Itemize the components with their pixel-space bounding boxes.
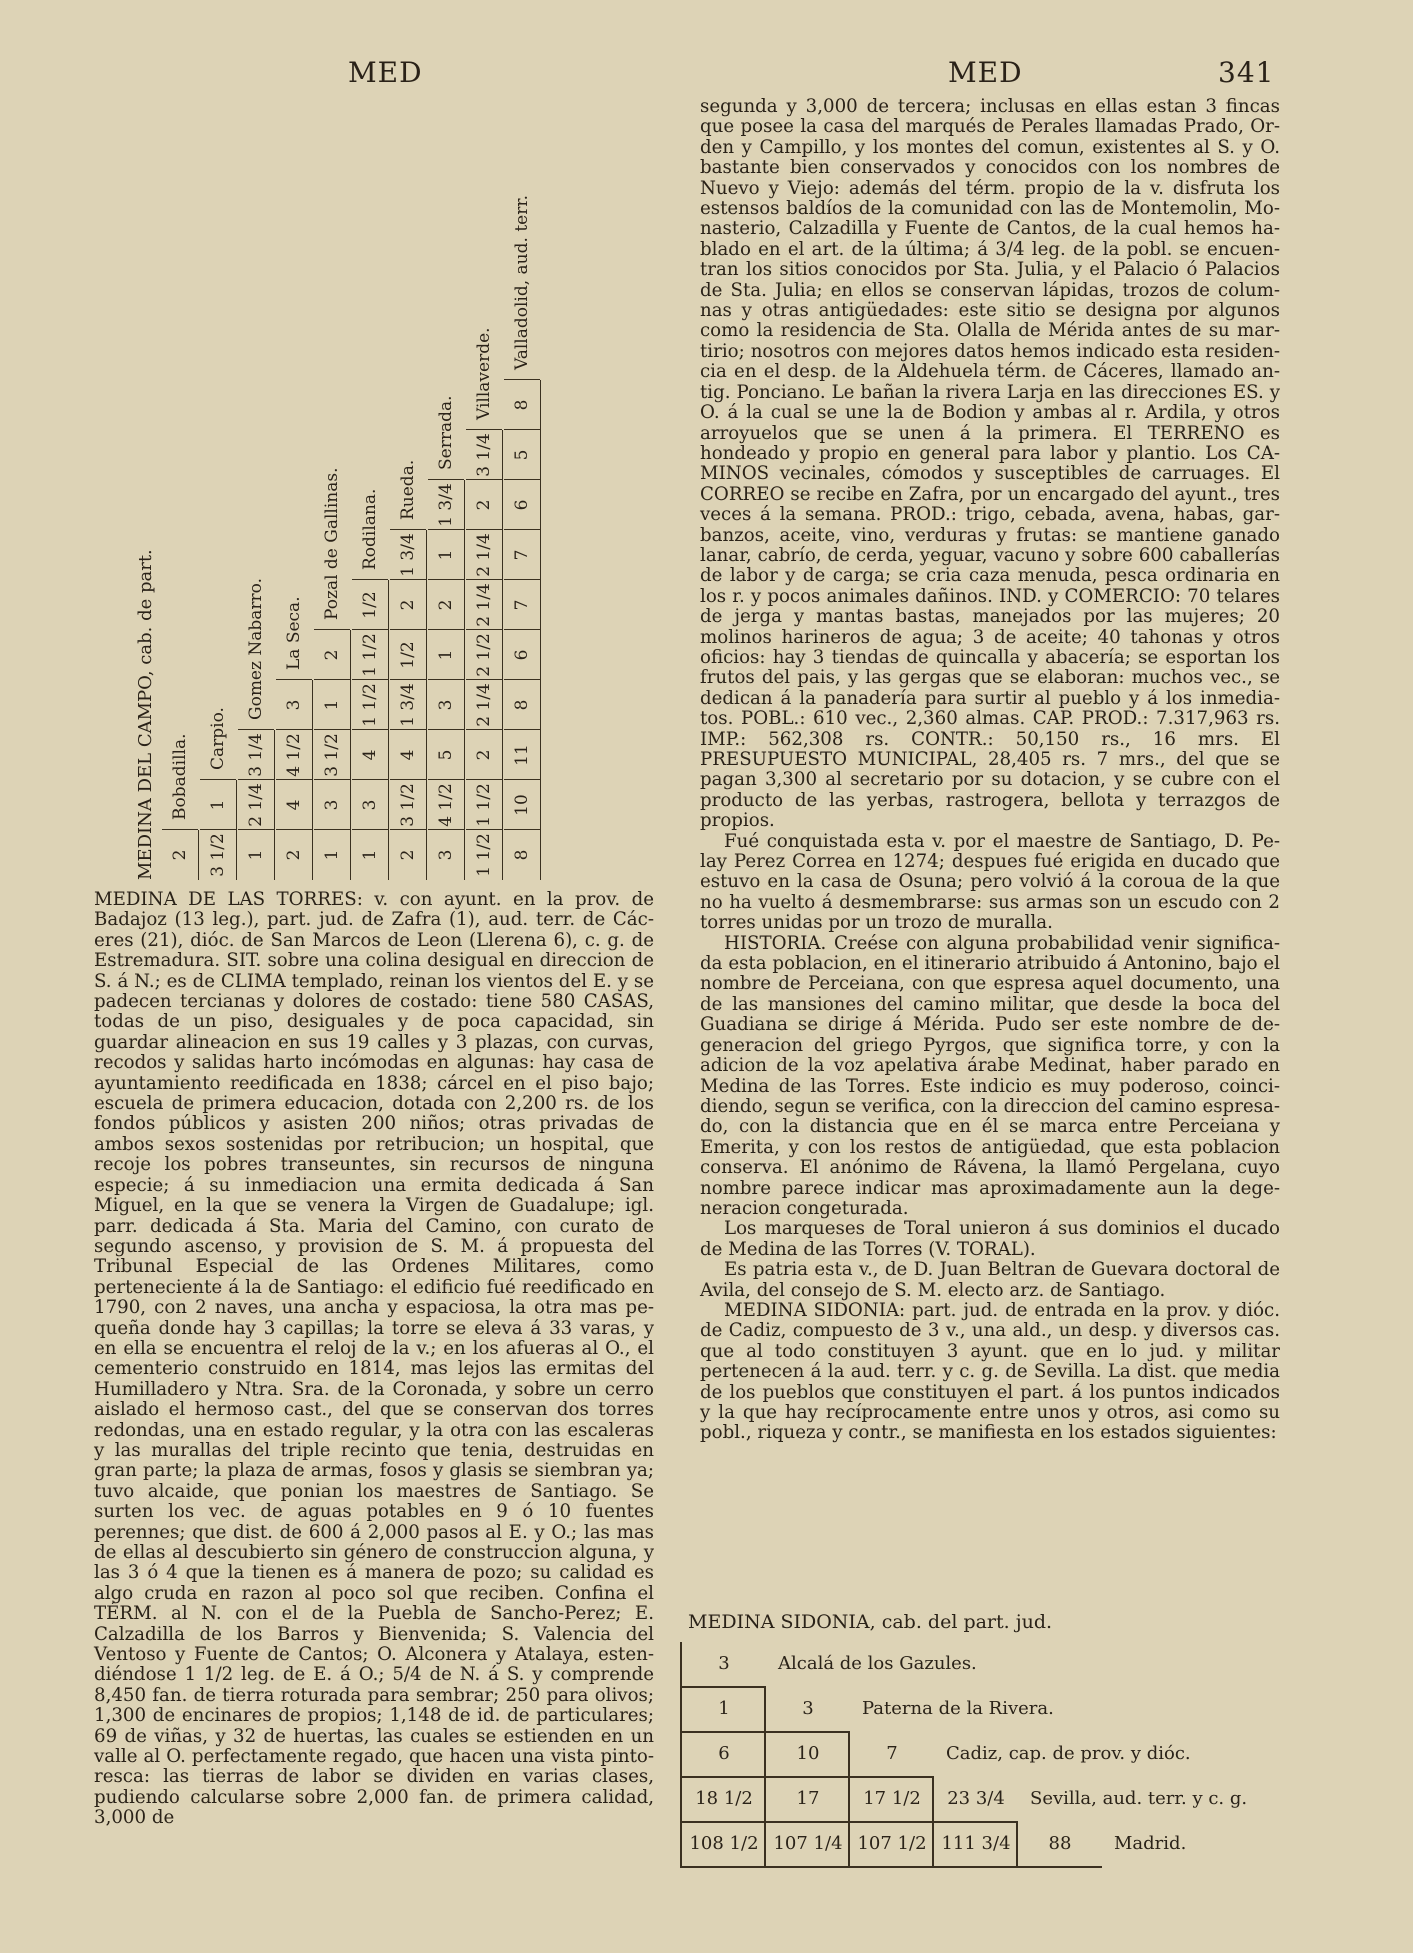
- medina-sidonia-cell: 107 1/4: [764, 1822, 850, 1868]
- rotated-table-cell: 1 3/4: [428, 479, 464, 530]
- paragraph: Los marqueses de Toral unieron á sus dominios el ducado de Medina de las Torres (V. TORAL).: [700, 1218, 1280, 1260]
- medina-sidonia-cell: 17: [764, 1777, 850, 1823]
- rotated-table-place-name: Carpio.: [208, 707, 228, 770]
- medina-sidonia-place-name: Alcalá de los Gazules.: [778, 1653, 977, 1674]
- rotated-table-row: [390, 459, 427, 880]
- rotated-table-cell: 1 1/2: [466, 779, 502, 830]
- medina-sidonia-place-name: Madrid.: [1114, 1833, 1187, 1854]
- rotated-table-cell: 2: [162, 829, 198, 880]
- rotated-table-cell: 8: [504, 379, 540, 430]
- medina-sidonia-place-name: Paterna de la Rivera.: [862, 1698, 1054, 1719]
- medina-sidonia-cell: 3: [680, 1642, 766, 1688]
- rotated-table-row: [200, 707, 237, 880]
- left-column-text: [94, 890, 654, 1829]
- rotated-table-cell: 1 1/2: [352, 679, 388, 730]
- rotated-table-cell: 6: [504, 629, 540, 680]
- running-head-left: MED: [348, 56, 423, 89]
- paragraph: Es patria esta v., de D. Juan Beltran de Guevara doctoral de Avila, del consejo de S. M. electo arz. de Santiago.: [700, 1259, 1280, 1301]
- rotated-table-cell: 1: [428, 529, 464, 580]
- medina-sidonia-cell: 7: [848, 1732, 934, 1778]
- rotated-table-place-name: Rueda.: [398, 459, 418, 520]
- rotated-table-cell: 2 1/4: [466, 579, 502, 630]
- medina-sidonia-place-name: Sevilla, aud. terr. y c. g.: [1030, 1788, 1248, 1809]
- medina-sidonia-row: [680, 1642, 1280, 1687]
- rotated-table-cell: 2: [314, 629, 350, 680]
- rotated-table-cell: 4 1/2: [276, 729, 312, 780]
- rotated-table-place-name: Rodilana.: [360, 488, 380, 570]
- rotated-table-place-name: La Seca.: [284, 596, 304, 670]
- rotated-table-cell: 8: [504, 679, 540, 730]
- rotated-table-place-name: Serrada.: [436, 395, 456, 470]
- rotated-table-cell: 3: [352, 779, 388, 830]
- rotated-table-cell: 1 3/4: [390, 529, 426, 580]
- rotated-table-cell: 8: [504, 829, 540, 880]
- rotated-distance-table: [128, 120, 608, 880]
- rotated-table-cell: 2 1/4: [466, 679, 502, 730]
- rotated-table-cell: 3 1/4: [466, 429, 502, 480]
- rotated-table-cell: 3: [314, 779, 350, 830]
- rotated-table-cell: 1: [352, 829, 388, 880]
- page-number: 341: [1218, 56, 1275, 89]
- rotated-table-cell: 3 1/4: [238, 729, 274, 780]
- medina-sidonia-cell: 107 1/2: [848, 1822, 934, 1868]
- medina-sidonia-cell: 6: [680, 1732, 766, 1778]
- rotated-table-cell: 1: [200, 779, 236, 830]
- medina-sidonia-cell: 111 3/4: [932, 1822, 1018, 1868]
- rotated-table-cell: 2: [466, 479, 502, 530]
- rotated-table-cell: 1: [238, 829, 274, 880]
- rotated-table-cell: 1 3/4: [390, 679, 426, 730]
- rotated-table-cell: 5: [428, 729, 464, 780]
- rotated-table-cell: 1/2: [352, 579, 388, 630]
- medina-sidonia-cell: 17 1/2: [848, 1777, 934, 1823]
- rotated-table-cell: 4: [276, 779, 312, 830]
- rotated-table-row: [504, 195, 541, 880]
- rotated-table-cell: 1: [314, 679, 350, 730]
- medina-sidonia-distance-table: [680, 1642, 1280, 1868]
- rotated-table-cell: 10: [504, 779, 540, 830]
- rotated-table-cell: 1/2: [390, 629, 426, 680]
- rotated-table-cell: 1: [428, 629, 464, 680]
- rotated-table-row: [238, 578, 275, 880]
- rotated-table-row: [314, 467, 351, 880]
- rotated-table-cell: 2: [276, 829, 312, 880]
- paragraph: HISTORIA. Creése con alguna probabilidad venir significada esta poblacion, en el itinerario atribuido á Antonino, bajo el nombre de Perceiana, con que espresa aquel documento, una de las mansiones del camino militar, que desde la boca del Guadiana se dirige á Mérida. Pudo ser este nombre de degeneracion del griego Pyrgos, que significa torre, y con la adicion de la voz apelativa árabe Medinat, haber parado en Medina de las Torres. Este indicio es muy poderoso, coincidiendo, segun se verifica, con la direccion del camino espresado, con la distancia que en él se marca entre Perceiana y Emerita, y con los restos de antigüedad, que esta poblacion conserva. El anónimo de Rávena, la llamó Pergelana, cuyo nombre parece indicar mas aproximadamente aun la degeneracion congeturada.: [700, 932, 1280, 1219]
- rotated-table-cell: 3: [428, 829, 464, 880]
- rotated-table-place-name: Pozal de Gallinas.: [322, 467, 342, 620]
- rotated-table-cell: 2: [466, 729, 502, 780]
- rotated-table-cell: 2 1/4: [238, 779, 274, 830]
- rotated-table-cell: 3 1/2: [200, 829, 236, 880]
- rotated-table-cell: 1 1/2: [466, 829, 502, 880]
- medina-sidonia-cell: 1: [680, 1687, 766, 1733]
- paragraph: MEDINA SIDONIA: part. jud. de entrada en la prov. y dióc. de Cadiz, compuesto de 3 v., una ald., un desp. y diversos cas. que al todo constituyen 3 ayunt. que en lo jud. y militar pertenecen á la aud. terr. y c. g. de Sevilla. La dist. que media de los pueblos que constituyen el part. á los puntos indicados y la que hay recíprocamente entre unos y otros, asi como su pobl., riqueza y contr., se manifiesta en los estados siguientes:: [700, 1299, 1280, 1444]
- rotated-table-cell: 2 1/2: [466, 629, 502, 680]
- rotated-table-row: [276, 596, 313, 880]
- medina-sidonia-table-title: MEDINA SIDONIA, cab. del part. jud.: [688, 1611, 1053, 1633]
- medina-sidonia-cell: 88: [1016, 1822, 1102, 1868]
- medina-sidonia-cell: 10: [764, 1732, 850, 1778]
- rotated-table-place-name: Bobadilla.: [170, 733, 190, 820]
- right-column-text: [700, 97, 1280, 1444]
- rotated-table-cell: 2: [390, 579, 426, 630]
- rotated-table-title: MEDINA DEL CAMPO, cab. de part.: [135, 549, 156, 880]
- rotated-table-cell: 7: [504, 529, 540, 580]
- paragraph: segunda y 3,000 de tercera; inclusas en ellas estan 3 fincas que posee la casa del marqués de Perales llamadas Prado, Orden y Campillo, y los montes del comun, existentes al S. y O. bastante bien conservados y conocidos con los nombres de Nuevo y Viejo: además del térm. propio de la v. disfruta los estensos baldíos de la comunidad con las de Montemolin, Monasterio, Calzadilla y Fuente de Cantos, de la cual hemos hablado en el art. de la última; á 3/4 leg. de la pobl. se encuentran los sitios conocidos por Sta. Julia, y el Palacio ó Palacios de Sta. Julia; en ellos se conservan lápidas, trozos de columnas y otras antigüedades: este sitio se designa por algunos como la residencia de Sta. Olalla de Mérida antes de su martirio; nosotros con mejores datos hemos indicado esta residencia en el desp. de la Aldehuela térm. de Cáceres, llamado antig. Ponciano. Le bañan la rivera Larja en las direcciones ES. y O. á la cual se une la de Bodion y ambas al r. Ardila, y otros arroyuelos que se unen á la primera. El TERRENO es hondeado y propio en general para labor y plantio. Los CAMINOS vecinales, cómodos y susceptibles de carruages. El CORREO se recibe en Zafra, por un encargado del ayunt., tres veces á la semana. PROD.: trigo, cebada, avena, habas, garbanzos, aceite, vino, verduras y frutas: se mantiene ganado lanar, cabrío, de cerda, yeguar, vacuno y sobre 600 caballerías de labor y de carga; se cria caza menuda, pesca ordinaria en los r. y pocos animales dañinos. IND. y COMERCIO: 70 telares de jerga y mantas bastas, manejados por las mujeres; 20 molinos harineros de agua; 3 de aceite; 40 tahonas y otros oficios: hay 3 tiendas de quincalla y abacería; se esportan los frutos del pais, y las gergas que se elaboran: muchos vec., se dedican á la panadería para surtir al pueblo y á los inmediatos. POBL.: 610 vec., 2,360 almas. CAP. PROD.: 7.317,963 rs. IMP.: 562,308 rs. CONTR.: 50,150 rs., 16 mrs. El PRESUPUESTO MUNICIPAL, 28,405 rs. 7 mrs., del que se pagan 3,300 al secretario por su dotacion, y se cubre con el producto de las yerbas, rastrogera, bellota y terrazgos de propios.: [700, 96, 1280, 832]
- rotated-table-cell: 4 1/2: [428, 779, 464, 830]
- medina-sidonia-cell: 3: [764, 1687, 850, 1733]
- rotated-table-cell: 7: [504, 579, 540, 630]
- medina-sidonia-place-name: Cadiz, cap. de prov. y dióc.: [946, 1743, 1191, 1764]
- rotated-table-cell: 1 1/2: [352, 629, 388, 680]
- medina-sidonia-cell: 23 3/4: [932, 1777, 1018, 1823]
- rotated-table-row: [466, 327, 503, 880]
- rotated-table-place-name: Villaverde.: [474, 327, 494, 420]
- rotated-table-body: [128, 120, 608, 880]
- rotated-table-cell: 1: [314, 829, 350, 880]
- rotated-table-cell: 11: [504, 729, 540, 780]
- rotated-table-cell: 3: [428, 679, 464, 730]
- medina-sidonia-cell: 18 1/2: [680, 1777, 766, 1823]
- rotated-table-row: [352, 488, 389, 880]
- rotated-table-cell: 3 1/2: [390, 779, 426, 830]
- rotated-table-row: [162, 733, 199, 880]
- rotated-table-cell: 6: [504, 479, 540, 530]
- medina-sidonia-row: [680, 1777, 1280, 1822]
- rotated-table-cell: 4: [390, 729, 426, 780]
- rotated-table-cell: 2: [428, 579, 464, 630]
- rotated-table-row: [428, 395, 465, 880]
- paragraph: Fué conquistada esta v. por el maestre de Santiago, D. Pelay Perez Correa en 1274; despues fué erigida en ducado que estuvo en la casa de Osuna; pero volvió á la coroua de la que no ha vuelto á desmembrarse: sus armas son un escudo con 2 torres unidas por un trozo de muralla.: [700, 830, 1280, 934]
- rotated-table-cell: 4: [352, 729, 388, 780]
- medina-sidonia-row: [680, 1732, 1280, 1777]
- rotated-table-place-name: Gomez Nabarro.: [246, 578, 266, 720]
- medina-sidonia-cell: 108 1/2: [680, 1822, 766, 1868]
- medina-sidonia-row: [680, 1822, 1280, 1867]
- medina-sidonia-row: [680, 1687, 1280, 1732]
- paragraph: MEDINA DE LAS TORRES: v. con ayunt. en la prov. de Badajoz (13 leg.), part. jud. de Zafra (1), aud. terr. de Cáceres (21), dióc. de San Marcos de Leon (Llerena 6), c. g. de Estremadura. SIT. sobre una colina desigual en direccion de S. á N.; es de CLIMA templado, reinan los vientos del E. y se padecen tercianas y dolores de costado: tiene 580 CASAS, todas de un piso, desiguales y de poca capacidad, sin guardar alineacion en sus 19 calles y 3 plazas, con curvas, recodos y salidas harto incómodas en algunas: hay casa de ayuntamiento reedificada en 1838; cárcel en el piso bajo; escuela de primera educacion, dotada con 2,200 rs. de los fondos públicos y asisten 200 niños; otras privadas de ambos sexos sostenidas por retribucion; un hospital, que recoje los pobres transeuntes, sin recursos de ninguna especie; á su inmediacion una ermita dedicada á San Miguel, en la que se venera la Virgen de Guadalupe; igl. parr. dedicada á Sta. Maria del Camino, con curato de segundo ascenso, y provision de S. M. á propuesta del Tribunal Especial de las Ordenes Militares, como perteneciente á la de Santiago: el edificio fué reedificado en 1790, con 2 naves, una ancha y espaciosa, la otra mas pequeña donde hay 3 capillas; la torre se eleva á 33 varas, y en ella se encuentra el reloj de la v.; en los afueras al O., el cementerio construido en 1814, mas lejos las ermitas del Humilladero y Ntra. Sra. de la Coronada, y sobre un cerro aislado el hermoso cast., del que se conservan dos torres redondas, una en estado regular, y la otra con las escaleras y las murallas del triple recinto que tenia, destruidas en gran parte; la plaza de armas, fosos y glasis se siembran ya; tuvo alcaide, que ponian los maestres de Santiago. Se surten los vec. de aguas potables en 9 ó 10 fuentes perennes; que dist. de 600 á 2,000 pasos al E. y O.; las mas de ellas al descubierto sin género de construccion alguna, y las 3 ó 4 que la tienen es á manera de pozo; su calidad es algo cruda en razon al poco sol que reciben. Confina el TÉRM. al N. con el de la Puebla de Sancho-Perez; E. Calzadilla de los Barros y Bienvenida; S. Valencia del Ventoso y Fuente de Cantos; O. Alconera y Atalaya, estendiéndose 1 1/2 leg. de E. á O.; 5/4 de N. á S. y comprende 8,450 fan. de tierra roturada para sembrar; 250 para olivos; 1,300 de encinares de propios; 1,148 de id. de particulares; 69 de viñas, y 32 de huertas, las cuales se estienden en un valle al O. perfectamente regado, que hacen una vista pintoresca: las tierras de labor se dividen en varias clases, pudiendo calcularse sobre 2,000 fan. de primera calidad, 3,000 de: [94, 889, 654, 1829]
- running-head-right: MED: [948, 56, 1023, 89]
- rotated-table-cell: 2: [390, 829, 426, 880]
- rotated-table-cell: 2 1/4: [466, 529, 502, 580]
- rotated-table-cell: 5: [504, 429, 540, 480]
- rotated-table-cell: 3: [276, 679, 312, 730]
- rotated-table-place-name: Valladolid, aud. terr.: [512, 195, 532, 370]
- rotated-table-cell: 3 1/2: [314, 729, 350, 780]
